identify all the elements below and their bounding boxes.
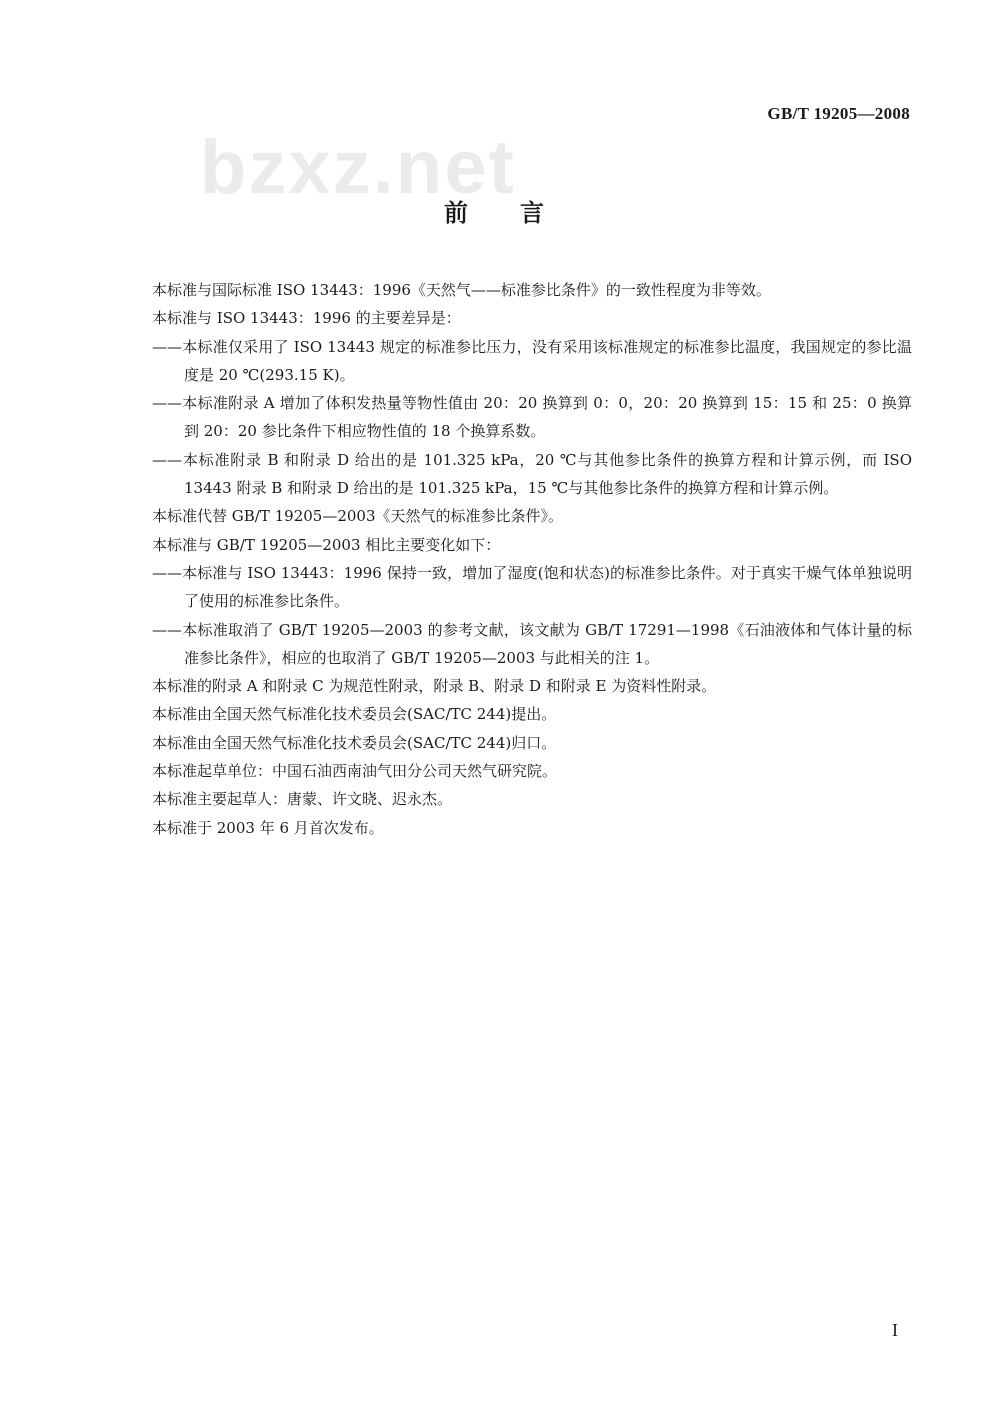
watermark-logo: bzxz.net <box>200 125 516 210</box>
paragraph: 本标准由全国天然气标准化技术委员会(SAC/TC 244)归口。 <box>152 733 557 752</box>
paragraph: 本标准与 ISO 13443：1996 的主要差异是： <box>152 309 461 328</box>
dash-list-item: ——本标准附录 B 和附录 D 给出的是 101.325 kPa，20 ℃与其他参比条件的换算方程和计算示例，而 ISO 13443 附录 B 和附录 D 给出的是 101.325 kPa，15 ℃与其他参比条件的换算方程和计算示例。 <box>152 450 912 498</box>
dash-list-item: ——本标准附录 A 增加了体积发热量等物性值由 20：20 换算到 0：0，20：20 换算到 15：15 和 25：0 换算到 20：20 参比条件下相应物性值的 18 个换算系数。 <box>152 394 912 441</box>
page-number: I <box>892 1320 898 1340</box>
dash-list-item: ——本标准与 ISO 13443：1996 保持一致，增加了湿度(饱和状态)的标准参比条件。对于真实干燥气体单独说明了使用的标准参比条件。 <box>152 563 912 611</box>
paragraph: 本标准代替 GB/T 19205—2003《天然气的标准参比条件》。 <box>152 507 563 526</box>
standard-code: GB/T 19205—2008 <box>767 104 910 123</box>
paragraph: 本标准由全国天然气标准化技术委员会(SAC/TC 244)提出。 <box>152 705 557 724</box>
page-title: 前言 <box>444 199 596 227</box>
foreword-body <box>152 276 912 842</box>
paragraph: 本标准于 2003 年 6 月首次发布。 <box>152 818 384 837</box>
dash-list-item: ——本标准取消了 GB/T 19205—2003 的参考文献，该文献为 GB/T 17291—1998《石油液体和气体计量的标准参比条件》，相应的也取消了 GB/T 19205—2003 与此相关的注 1。 <box>152 620 912 667</box>
paragraph: 本标准与国际标准 ISO 13443：1996《天然气——标准参比条件》的一致性程度为非等效。 <box>152 281 771 299</box>
paragraph: 本标准的附录 A 和附录 C 为规范性附录，附录 B、附录 D 和附录 E 为资料性附录。 <box>152 677 717 696</box>
paragraph: 本标准起草单位：中国石油西南油气田分公司天然气研究院。 <box>152 762 558 781</box>
paragraph: 本标准与 GB/T 19205—2003 相比主要变化如下： <box>152 535 501 554</box>
dash-list-item: ——本标准仅采用了 ISO 13443 规定的标准参比压力，没有采用该标准规定的标准参比温度，我国规定的参比温度是 20 ℃(293.15 K)。 <box>152 337 912 384</box>
paragraph: 本标准主要起草人：唐蒙、许文晓、迟永杰。 <box>152 790 453 809</box>
